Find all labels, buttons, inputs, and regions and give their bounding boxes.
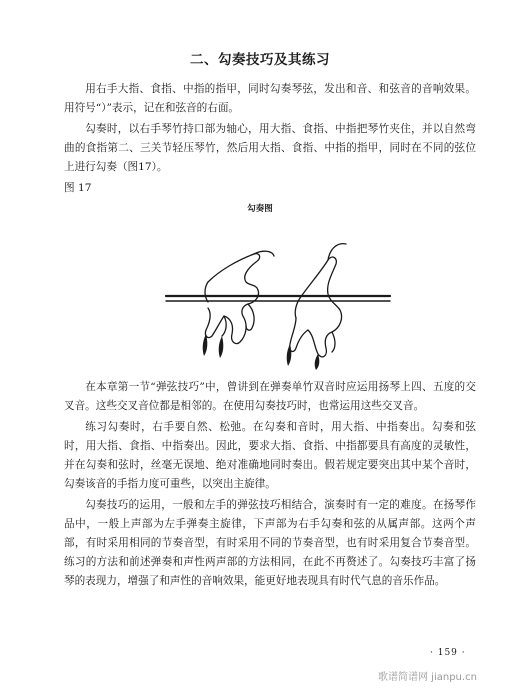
paragraph-cross-tones: 在本章第一节“弹弦技巧”中，曾讲到在弹奏单竹双音时应运用扬琴上四、五度的交叉音。这些交叉音位都是相邻的。在使用勾奏技巧时，也常运用这些交叉音。 (64, 381, 476, 412)
paragraph-practice: 练习勾奏时，右手要自然、松弛。在勾奏和音时，用大指、中指奏出。勾奏和弦时，用大指、食指、中指奏出。因此，要求大指、食指、中指都要具有高度的灵敏性，并在勾奏和弦时，丝毫无误地、绝对准确地同时奏出。假若规定要突出其中某个音时，勾奏该音的手指力度可重些，以突出主旋律。 (64, 421, 476, 490)
paragraph-intro: 用右手大指、食指、中指的指甲，同时勾奏琴弦，发出和音、和弦音的音响效果。用符号“）”表示，记在和弦音的右面。 (64, 83, 476, 114)
figure-caption: 勾奏图 (247, 204, 273, 214)
figure-label: 图 17 (64, 182, 92, 194)
paragraph-application: 勾奏技巧的运用，一般和左手的弹弦技巧相结合，演奏时有一定的难度。在扬琴作品中，一般上声部为左手弹奏主旋律，下声部为右手勾奏和弦的从属声部。这两个声部，有时采用相同的节奏音型，有时采用不同的节奏音型，也有时采用复合节奏音型。练习的方法和前述弹奏和声性两声部的方法相同，在此不再赘述了。勾奏技巧丰富了扬琴的表现力，增强了和声性的音响效果，能更好地表现具有时代气息的音乐作品。 (64, 499, 476, 587)
site-watermark: 歌谱简谱网 jianpu.cn (378, 672, 477, 683)
page-number: · 159 · (430, 648, 466, 658)
hand-illustration (150, 224, 400, 374)
section-title: 二、勾奏技巧及其练习 (190, 52, 330, 68)
paragraph-technique: 勾奏时，以右手琴竹持口部为轴心，用大指、食指、中指把琴竹夹住，并以自然弯曲的食指第二、三关节轻压琴竹，然后用大指、食指、中指的指甲，同时在不同的弦位上进行勾奏（图17）。 (64, 123, 476, 173)
hand-with-mallets-drawing (150, 224, 400, 374)
